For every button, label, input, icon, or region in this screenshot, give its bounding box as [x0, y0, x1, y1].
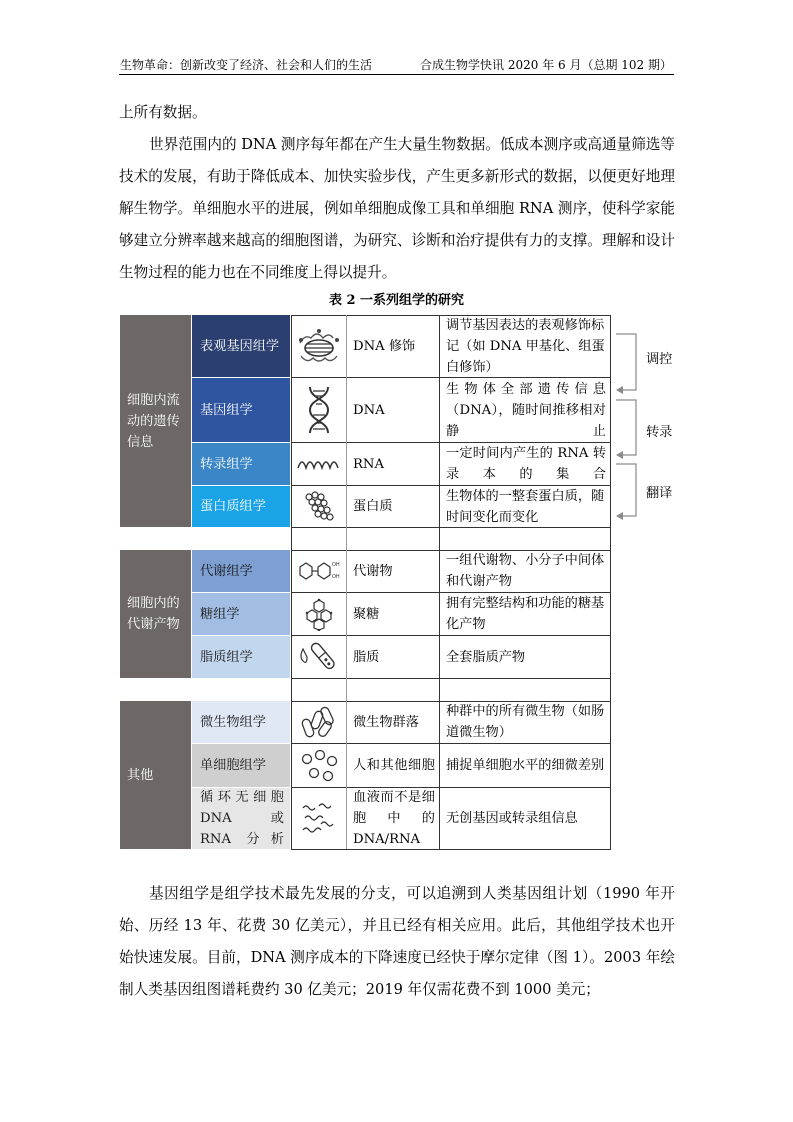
table-rule	[610, 315, 611, 849]
description-text: 生物体的一整套蛋白质，随时间变化而变化	[446, 488, 605, 525]
description-cell	[446, 315, 606, 377]
molecule-cell	[353, 788, 435, 849]
oh-label: OH	[331, 562, 340, 568]
omic-label: 表观基因组学	[200, 338, 280, 354]
molecule-label: 人和其他细胞	[353, 758, 435, 773]
molecule-cell	[353, 593, 435, 635]
header-rule	[119, 74, 674, 75]
description-text: 无创基因或转录组信息	[446, 811, 578, 826]
protein-icon	[291, 486, 346, 527]
molecule-label: 微生物群落	[353, 714, 419, 730]
omic-label: 单细胞组学	[200, 758, 266, 773]
metabolite-icon	[291, 550, 346, 592]
table-rule	[291, 743, 611, 744]
omic-cell-cfdna	[192, 788, 290, 849]
description-cell	[446, 443, 606, 485]
description-cell	[446, 788, 606, 849]
description-cell	[446, 701, 606, 743]
page-header-left: 生物革命：创新改变了经济、社会和人们的生活	[120, 58, 373, 72]
molecule-cell	[353, 315, 435, 377]
description-cell	[446, 636, 606, 678]
omic-label: 糖组学	[200, 606, 240, 622]
table-rule	[291, 377, 611, 378]
transcribe-arrow	[616, 400, 636, 455]
omic-label: 蛋白质组学	[200, 499, 266, 514]
table-rule	[291, 550, 611, 551]
molecule-label: DNA	[353, 402, 385, 418]
description-text: 捕捉单细胞水平的细微差别	[446, 758, 605, 773]
paragraph-2: 世界范围内的 DNA 测序每年都在产生大量生物数据。低成本测序或高通量筛选等技术的发展，有助于降低成本、加快实验步伐，产生更多新形式的数据，以便更好地理解生物学。单细胞水平的进展，例如单细胞成像工具和单细胞 RNA 测序，使科学家能够建立分辨率越来越高的细胞图谱，为研究、诊断和治疗提供有力的支撑。理解和设计生物过程的能力也在不同维度上得以提升。	[119, 136, 675, 281]
description-text: 一定时间内产生的 RNA 转录本的集合	[446, 446, 606, 482]
table-rule	[291, 849, 611, 850]
omic-label: 循环无细胞 DNA 或 RNA 分析	[200, 790, 284, 847]
description-text: 生物体全部遗传信息（DNA），随时间推移相对静止	[446, 381, 606, 439]
description-cell	[446, 593, 606, 635]
table-rule	[291, 315, 292, 849]
regulate-label: 调控	[646, 352, 673, 367]
omic-label: 脂质组学	[200, 649, 253, 665]
omic-cell-single-cell	[192, 744, 290, 787]
table-rule	[291, 485, 611, 486]
molecule-cell	[353, 701, 435, 743]
omic-label: 转录组学	[200, 456, 253, 472]
paragraph-1: 上所有数据。	[119, 104, 207, 121]
molecule-cell	[353, 550, 435, 592]
molecule-label: 代谢物	[353, 563, 393, 579]
description-text: 种群中的所有微生物（如肠道微生物）	[446, 704, 605, 740]
description-text: 调节基因表达的表观修饰标记（如 DNA 甲基化、组蛋白修饰）	[446, 317, 605, 375]
table-rule	[291, 678, 611, 679]
oh-label: OH	[331, 574, 340, 580]
category-cell	[120, 315, 191, 527]
rna-wave-icon	[291, 443, 346, 485]
molecule-label: 蛋白质	[353, 499, 393, 514]
table-rule	[291, 315, 611, 316]
omic-cell-genomics	[192, 378, 290, 442]
table-rule	[291, 635, 611, 636]
category-cell	[120, 550, 191, 678]
description-text: 一组代谢物、小分子中间体和代谢产物	[446, 553, 605, 589]
omic-label: 微生物组学	[200, 714, 266, 730]
omic-label: 代谢组学	[200, 563, 253, 579]
table-caption: 表 2 一系列组学的研究	[328, 293, 465, 308]
glycan-icon	[291, 593, 346, 635]
molecule-label: DNA 修饰	[353, 338, 416, 354]
molecule-label: RNA	[353, 456, 384, 472]
omic-cell-microbiomics	[192, 701, 290, 743]
molecule-cell	[353, 378, 435, 442]
table-rule	[291, 701, 611, 702]
single-cell-icon	[291, 744, 346, 787]
omic-cell-metabolomics	[192, 550, 290, 592]
category-cell	[120, 701, 191, 849]
dna-helix-icon	[291, 378, 346, 442]
paragraph-3: 基因组学是组学技术最先发展的分支，可以追溯到人类基因组计划（1990 年开始、历经 13 年、花费 30 亿美元），并且已经有相关应用。此后，其他组学技术也开始快速发展。目前，DNA 测序成本的下降速度已经快于摩尔定律（图 1）。2003 年绘制人类基因组图谱耗费约 30 亿美元；2019 年仅需花费不到 1000 美元；	[119, 885, 675, 998]
table-rule	[439, 315, 440, 849]
table-rule	[291, 592, 611, 593]
molecule-cell	[353, 636, 435, 678]
omic-cell-epigenomics	[192, 315, 290, 377]
description-text: 拥有完整结构和功能的糖基化产物	[446, 596, 605, 632]
description-cell	[446, 550, 606, 592]
molecule-cell	[353, 443, 435, 485]
transcribe-label: 转录	[646, 425, 673, 440]
description-cell	[446, 378, 606, 442]
molecule-label: 聚糖	[353, 606, 380, 622]
category-label: 其他	[127, 767, 154, 783]
molecule-label: 血液而不是细胞中的 DNA/RNA	[353, 790, 435, 847]
omic-cell-glycomics	[192, 593, 290, 635]
lipid-tube-icon	[291, 636, 346, 678]
microbe-icon	[291, 701, 346, 743]
molecule-cell	[353, 744, 435, 787]
table-rule	[291, 787, 611, 788]
page-header-right: 合成生物学快讯 2020 年 6 月（总期 102 期）	[420, 58, 672, 72]
molecule-cell	[353, 486, 435, 527]
omic-label: 基因组学	[200, 402, 253, 418]
translate-label: 翻译	[646, 486, 673, 501]
description-text: 全套脂质产物	[446, 649, 526, 665]
description-cell	[446, 486, 606, 527]
chromatin-icon	[291, 315, 346, 377]
regulate-arrow	[616, 334, 636, 390]
molecule-label: 脂质	[353, 649, 380, 665]
cfdna-icon	[291, 788, 346, 849]
table-rule	[291, 527, 611, 528]
category-label: 细胞内流动的遗传信息	[127, 392, 180, 450]
table-rule	[291, 442, 611, 443]
omic-cell-proteomics	[192, 486, 290, 527]
description-cell	[446, 744, 606, 787]
translate-arrow	[616, 464, 636, 516]
omic-cell-lipidomics	[192, 636, 290, 678]
omic-cell-transcriptomics	[192, 443, 290, 485]
table-rule	[346, 315, 347, 849]
category-label: 细胞内的代谢产物	[127, 596, 180, 632]
